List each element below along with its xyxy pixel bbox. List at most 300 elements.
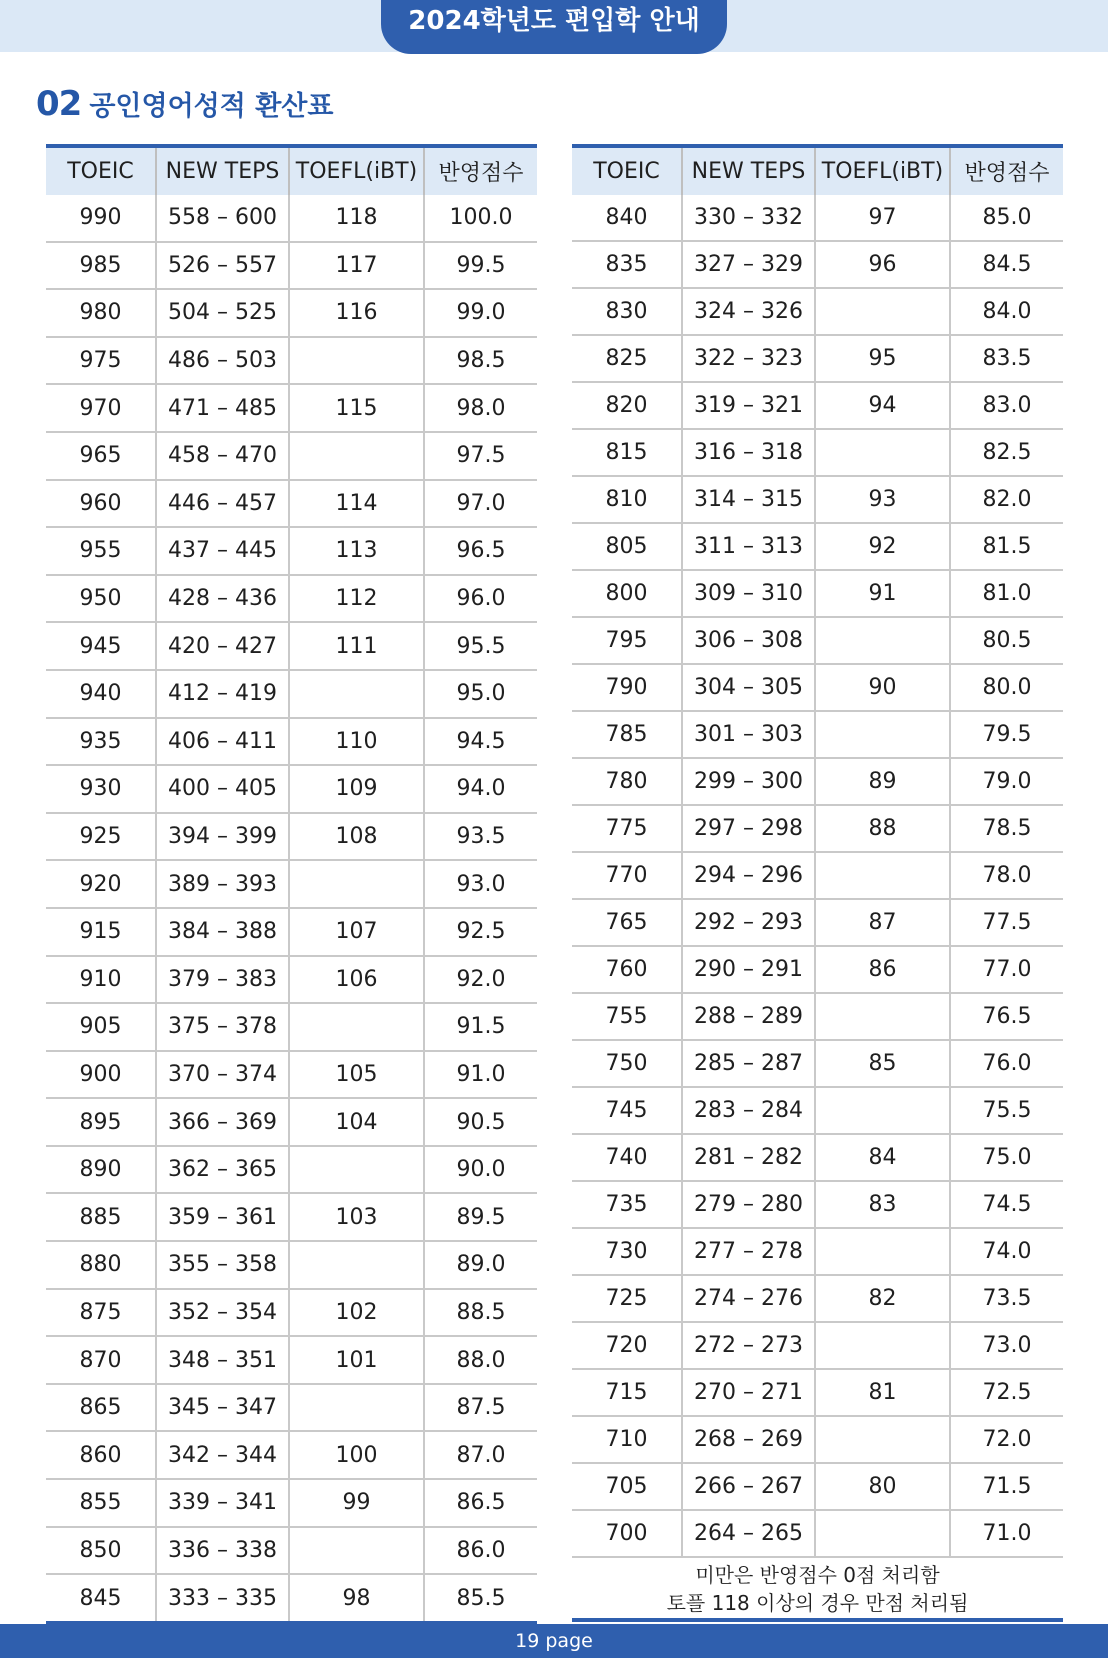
cell-toeic: 760: [572, 946, 682, 993]
table-row: [572, 1181, 1063, 1228]
cell-toeic: 885: [46, 1193, 156, 1241]
cell-new-teps: 272 – 273: [682, 1322, 815, 1369]
cell-toefl: 100: [289, 1431, 424, 1479]
cell-score: 84.0: [950, 288, 1063, 335]
cell-score: 72.0: [950, 1416, 1063, 1463]
cell-new-teps: 342 – 344: [156, 1431, 289, 1479]
cell-toeic: 730: [572, 1228, 682, 1275]
table-row: [572, 993, 1063, 1040]
cell-toefl: [815, 993, 950, 1040]
table-row: [572, 1322, 1063, 1369]
cell-toefl: [815, 617, 950, 664]
cell-toefl: [289, 337, 424, 385]
cell-new-teps: 309 – 310: [682, 570, 815, 617]
column-header-toefl: TOEFL(iBT): [815, 146, 950, 195]
cell-toefl: 94: [815, 382, 950, 429]
table-row: [572, 195, 1063, 241]
cell-toeic: 915: [46, 908, 156, 956]
table-row: [572, 1416, 1063, 1463]
cell-toefl: [815, 711, 950, 758]
cell-score: 94.5: [424, 718, 537, 766]
table-row: [572, 852, 1063, 899]
table-row: [46, 1289, 537, 1337]
cell-toeic: 830: [572, 288, 682, 335]
cell-toeic: 860: [46, 1431, 156, 1479]
cell-toefl: [815, 429, 950, 476]
cell-toefl: 90: [815, 664, 950, 711]
table-row: [46, 1003, 537, 1051]
cell-toefl: 103: [289, 1193, 424, 1241]
table-row: [46, 1098, 537, 1146]
cell-score: 88.5: [424, 1289, 537, 1337]
cell-score: 85.0: [950, 195, 1063, 241]
cell-score: 72.5: [950, 1369, 1063, 1416]
cell-score: 89.5: [424, 1193, 537, 1241]
cell-new-teps: 311 – 313: [682, 523, 815, 570]
cell-score: 75.0: [950, 1134, 1063, 1181]
cell-toefl: 111: [289, 622, 424, 670]
cell-toeic: 755: [572, 993, 682, 1040]
table-row: [46, 575, 537, 623]
cell-new-teps: 322 – 323: [682, 335, 815, 382]
cell-toeic: 710: [572, 1416, 682, 1463]
cell-toefl: [289, 1003, 424, 1051]
cell-score: 99.0: [424, 289, 537, 337]
cell-score: 76.0: [950, 1040, 1063, 1087]
cell-new-teps: 306 – 308: [682, 617, 815, 664]
cell-toeic: 890: [46, 1146, 156, 1194]
cell-toeic: 790: [572, 664, 682, 711]
cell-score: 91.0: [424, 1051, 537, 1099]
cell-new-teps: 290 – 291: [682, 946, 815, 993]
cell-toeic: 870: [46, 1336, 156, 1384]
cell-new-teps: 268 – 269: [682, 1416, 815, 1463]
cell-score: 91.5: [424, 1003, 537, 1051]
cell-score: 81.0: [950, 570, 1063, 617]
cell-new-teps: 379 – 383: [156, 956, 289, 1004]
table-row: [572, 1087, 1063, 1134]
cell-new-teps: 288 – 289: [682, 993, 815, 1040]
cell-new-teps: 270 – 271: [682, 1369, 815, 1416]
table-row: [572, 335, 1063, 382]
table-row: [572, 805, 1063, 852]
cell-new-teps: 319 – 321: [682, 382, 815, 429]
cell-score: 97.5: [424, 432, 537, 480]
table-row: [46, 1431, 537, 1479]
cell-score: 78.0: [950, 852, 1063, 899]
cell-score: 92.0: [424, 956, 537, 1004]
cell-new-teps: 420 – 427: [156, 622, 289, 670]
table-header-row: [46, 146, 537, 195]
table-row: [572, 476, 1063, 523]
page-footer: [0, 1624, 1108, 1658]
cell-toeic: 800: [572, 570, 682, 617]
cell-score: 76.5: [950, 993, 1063, 1040]
cell-new-teps: 558 – 600: [156, 195, 289, 242]
cell-new-teps: 486 – 503: [156, 337, 289, 385]
cell-score: 94.0: [424, 765, 537, 813]
table-row: [46, 622, 537, 670]
cell-new-teps: 375 – 378: [156, 1003, 289, 1051]
cell-toeic: 780: [572, 758, 682, 805]
table-row: [572, 429, 1063, 476]
cell-new-teps: 285 – 287: [682, 1040, 815, 1087]
cell-score: 96.0: [424, 575, 537, 623]
table-row: [572, 570, 1063, 617]
cell-score: 87.0: [424, 1431, 537, 1479]
cell-new-teps: 299 – 300: [682, 758, 815, 805]
table-row: [572, 1275, 1063, 1322]
cell-toefl: 105: [289, 1051, 424, 1099]
table-row: [572, 664, 1063, 711]
cell-new-teps: 394 – 399: [156, 813, 289, 861]
cell-toeic: 805: [572, 523, 682, 570]
table-row: [46, 1527, 537, 1575]
table-row: [46, 813, 537, 861]
cell-new-teps: 330 – 332: [682, 195, 815, 241]
page-number: 19 page: [515, 1630, 593, 1652]
cell-score: 71.0: [950, 1510, 1063, 1557]
note-line: 미만은 반영점수 0점 처리함: [695, 1563, 940, 1587]
cell-toeic: 845: [46, 1574, 156, 1623]
table-row: [46, 1146, 537, 1194]
cell-toeic: 945: [46, 622, 156, 670]
cell-score: 78.5: [950, 805, 1063, 852]
cell-new-teps: 400 – 405: [156, 765, 289, 813]
cell-new-teps: 281 – 282: [682, 1134, 815, 1181]
cell-toeic: 770: [572, 852, 682, 899]
cell-toeic: 735: [572, 1181, 682, 1228]
cell-new-teps: 336 – 338: [156, 1527, 289, 1575]
cell-score: 90.0: [424, 1146, 537, 1194]
table-row: [46, 956, 537, 1004]
column-header-toefl: TOEFL(iBT): [289, 146, 424, 195]
cell-score: 74.5: [950, 1181, 1063, 1228]
cell-new-teps: 283 – 284: [682, 1087, 815, 1134]
section-heading: [36, 82, 333, 126]
cell-new-teps: 277 – 278: [682, 1228, 815, 1275]
cell-score: 93.5: [424, 813, 537, 861]
cell-new-teps: 294 – 296: [682, 852, 815, 899]
cell-toefl: 106: [289, 956, 424, 1004]
cell-toeic: 840: [605, 205, 648, 230]
table-row: [572, 758, 1063, 805]
table-row: [46, 337, 537, 385]
cell-toeic: 895: [46, 1098, 156, 1146]
cell-toefl: 113: [289, 527, 424, 575]
cell-new-teps: 339 – 341: [156, 1479, 289, 1527]
cell-new-teps: 324 – 326: [682, 288, 815, 335]
cell-score: 83.5: [950, 335, 1063, 382]
cell-score: 80.0: [950, 664, 1063, 711]
cell-toefl: 91: [815, 570, 950, 617]
cell-toefl: 97: [815, 195, 950, 241]
cell-score: 96.5: [424, 527, 537, 575]
cell-toefl: [815, 1087, 950, 1134]
cell-toeic: 905: [46, 1003, 156, 1051]
cell-toefl: 84: [815, 1134, 950, 1181]
cell-toeic: 965: [46, 432, 156, 480]
table-header-row: [572, 146, 1063, 195]
cell-toefl: [815, 1228, 950, 1275]
cell-toefl: 104: [289, 1098, 424, 1146]
cell-toefl: 92: [815, 523, 950, 570]
cell-toeic: 700: [572, 1510, 682, 1557]
cell-toeic: 775: [572, 805, 682, 852]
table-row: [572, 617, 1063, 664]
cell-toefl: [815, 1510, 950, 1557]
cell-toeic: 785: [572, 711, 682, 758]
table-row: [46, 195, 537, 242]
table-row: [46, 1384, 537, 1432]
table-row: [572, 899, 1063, 946]
cell-new-teps: 384 – 388: [156, 908, 289, 956]
column-header-toeic: TOEIC: [46, 146, 156, 195]
column-header-new-teps: NEW TEPS: [682, 146, 815, 195]
cell-new-teps: 352 – 354: [156, 1289, 289, 1337]
cell-toefl: 102: [289, 1289, 424, 1337]
table-notes-row: [572, 1557, 1063, 1620]
cell-new-teps: 274 – 276: [682, 1275, 815, 1322]
cell-score: 84.5: [950, 241, 1063, 288]
cell-toefl: 82: [815, 1275, 950, 1322]
cell-toefl: [289, 1527, 424, 1575]
section-title: 공인영어성적 환산표: [89, 91, 334, 122]
table-row: [46, 908, 537, 956]
cell-toeic: 920: [46, 860, 156, 908]
cell-new-teps: 406 – 411: [156, 718, 289, 766]
cell-new-teps: 316 – 318: [682, 429, 815, 476]
cell-new-teps: 366 – 369: [156, 1098, 289, 1146]
cell-toeic: 810: [572, 476, 682, 523]
table-row: [46, 1574, 537, 1623]
cell-toeic: 865: [46, 1384, 156, 1432]
cell-score: 90.5: [424, 1098, 537, 1146]
cell-toefl: 112: [289, 575, 424, 623]
cell-new-teps: 437 – 445: [156, 527, 289, 575]
table-row: [572, 382, 1063, 429]
cell-toefl: 108: [289, 813, 424, 861]
cell-score: 99.5: [424, 242, 537, 290]
table-row: [46, 670, 537, 718]
cell-toeic: 765: [572, 899, 682, 946]
cell-score: 83.0: [950, 382, 1063, 429]
cell-score: 86.5: [424, 1479, 537, 1527]
table-row: [46, 1193, 537, 1241]
cell-toeic: 950: [46, 575, 156, 623]
cell-score: 98.0: [424, 384, 537, 432]
cell-toeic: 820: [572, 382, 682, 429]
cell-score: 93.0: [424, 860, 537, 908]
cell-new-teps: 504 – 525: [156, 289, 289, 337]
cell-new-teps: 279 – 280: [682, 1181, 815, 1228]
cell-toefl: 118: [289, 195, 424, 242]
section-number: 02: [36, 84, 82, 124]
table-row: [46, 860, 537, 908]
cell-toefl: 117: [289, 242, 424, 290]
cell-toefl: 87: [815, 899, 950, 946]
cell-toeic: 935: [46, 718, 156, 766]
cell-score: 95.5: [424, 622, 537, 670]
cell-new-teps: 446 – 457: [156, 480, 289, 528]
cell-score: 74.0: [950, 1228, 1063, 1275]
cell-toefl: 110: [289, 718, 424, 766]
cell-toeic: 925: [46, 813, 156, 861]
cell-score: 79.0: [950, 758, 1063, 805]
cell-new-teps: 314 – 315: [682, 476, 815, 523]
cell-new-teps: 264 – 265: [682, 1510, 815, 1557]
cell-toeic: 955: [46, 527, 156, 575]
cell-toefl: 86: [815, 946, 950, 993]
cell-new-teps: 266 – 267: [682, 1463, 815, 1510]
table-row: [572, 711, 1063, 758]
cell-score: 97.0: [424, 480, 537, 528]
cell-score: 88.0: [424, 1336, 537, 1384]
cell-toefl: 85: [815, 1040, 950, 1087]
cell-toeic: 880: [46, 1241, 156, 1289]
table-notes: [572, 1557, 1063, 1620]
cell-score: 98.5: [424, 337, 537, 385]
cell-new-teps: 304 – 305: [682, 664, 815, 711]
column-header-score: 반영점수: [424, 146, 537, 195]
cell-new-teps: 292 – 293: [682, 899, 815, 946]
cell-new-teps: 355 – 358: [156, 1241, 289, 1289]
cell-new-teps: 301 – 303: [682, 711, 815, 758]
cell-toeic: 750: [572, 1040, 682, 1087]
cell-toefl: [289, 1384, 424, 1432]
cell-score: 77.5: [950, 899, 1063, 946]
cell-new-teps: 333 – 335: [156, 1574, 289, 1623]
cell-toeic: 745: [572, 1087, 682, 1134]
cell-toeic: 815: [572, 429, 682, 476]
cell-toefl: 116: [289, 289, 424, 337]
cell-toeic: 855: [46, 1479, 156, 1527]
cell-new-teps: 389 – 393: [156, 860, 289, 908]
cell-toefl: 83: [815, 1181, 950, 1228]
table-row: [572, 1134, 1063, 1181]
cell-toefl: 99: [289, 1479, 424, 1527]
cell-new-teps: 362 – 365: [156, 1146, 289, 1194]
table-row: [46, 718, 537, 766]
cell-toeic: 850: [46, 1527, 156, 1575]
table-row: [46, 527, 537, 575]
cell-score: 86.0: [424, 1527, 537, 1575]
cell-score: 81.5: [950, 523, 1063, 570]
table-row: [46, 480, 537, 528]
cell-toefl: [289, 1146, 424, 1194]
cell-toeic: 975: [46, 337, 156, 385]
cell-toeic: 985: [46, 242, 156, 290]
table-row: [572, 1510, 1063, 1557]
cell-toeic: 940: [46, 670, 156, 718]
cell-score: 89.0: [424, 1241, 537, 1289]
cell-toefl: 115: [289, 384, 424, 432]
cell-toefl: [289, 860, 424, 908]
cell-score: 87.5: [424, 1384, 537, 1432]
cell-toefl: [289, 432, 424, 480]
cell-score: 75.5: [950, 1087, 1063, 1134]
column-header-new-teps: NEW TEPS: [156, 146, 289, 195]
cell-new-teps: 348 – 351: [156, 1336, 289, 1384]
table-row: [572, 946, 1063, 993]
cell-toefl: 109: [289, 765, 424, 813]
cell-toeic: 835: [572, 241, 682, 288]
table-row: [46, 1241, 537, 1289]
document-title: 2024학년도 편입학 안내: [381, 0, 727, 54]
table-row: [572, 1463, 1063, 1510]
cell-new-teps: 412 – 419: [156, 670, 289, 718]
cell-toeic: 990: [79, 205, 122, 231]
cell-toefl: [815, 288, 950, 335]
cell-score: 71.5: [950, 1463, 1063, 1510]
cell-toefl: 89: [815, 758, 950, 805]
cell-toeic: 875: [46, 1289, 156, 1337]
cell-toefl: 101: [289, 1336, 424, 1384]
table-row: [46, 289, 537, 337]
cell-toefl: 80: [815, 1463, 950, 1510]
cell-score: 80.5: [950, 617, 1063, 664]
cell-toefl: 95: [815, 335, 950, 382]
cell-score: 82.0: [950, 476, 1063, 523]
table-row: [46, 384, 537, 432]
cell-score: 92.5: [424, 908, 537, 956]
cell-score: 73.5: [950, 1275, 1063, 1322]
cell-new-teps: 428 – 436: [156, 575, 289, 623]
cell-toefl: 93: [815, 476, 950, 523]
table-row: [46, 1479, 537, 1527]
table-row: [572, 241, 1063, 288]
cell-toefl: 88: [815, 805, 950, 852]
cell-score: 85.5: [424, 1574, 537, 1623]
table-row: [572, 523, 1063, 570]
cell-toefl: [815, 1416, 950, 1463]
cell-toeic: 720: [572, 1322, 682, 1369]
cell-toefl: 107: [289, 908, 424, 956]
cell-new-teps: 297 – 298: [682, 805, 815, 852]
column-header-score: 반영점수: [950, 146, 1063, 195]
cell-score: 100.0: [424, 195, 537, 242]
note-line: 토플 118 이상의 경우 만점 처리됨: [666, 1591, 969, 1615]
table-row: [572, 1369, 1063, 1416]
table-row: [572, 1228, 1063, 1275]
table-row: [46, 1051, 537, 1099]
score-table-right: [572, 144, 1063, 1622]
cell-toeic: 705: [572, 1463, 682, 1510]
cell-toefl: [815, 852, 950, 899]
cell-toefl: [289, 670, 424, 718]
cell-new-teps: 359 – 361: [156, 1193, 289, 1241]
cell-new-teps: 471 – 485: [156, 384, 289, 432]
cell-toeic: 910: [46, 956, 156, 1004]
cell-toeic: 970: [46, 384, 156, 432]
cell-toefl: [815, 1322, 950, 1369]
cell-score: 82.5: [950, 429, 1063, 476]
cell-score: 77.0: [950, 946, 1063, 993]
cell-new-teps: 327 – 329: [682, 241, 815, 288]
cell-toefl: 114: [289, 480, 424, 528]
cell-toeic: 795: [572, 617, 682, 664]
cell-toefl: [289, 1241, 424, 1289]
cell-score: 79.5: [950, 711, 1063, 758]
cell-toefl: 96: [815, 241, 950, 288]
cell-toeic: 715: [572, 1369, 682, 1416]
cell-toefl: 81: [815, 1369, 950, 1416]
table-row: [572, 288, 1063, 335]
cell-new-teps: 458 – 470: [156, 432, 289, 480]
cell-toefl: 98: [289, 1574, 424, 1623]
cell-toeic: 980: [46, 289, 156, 337]
cell-toeic: 740: [572, 1134, 682, 1181]
